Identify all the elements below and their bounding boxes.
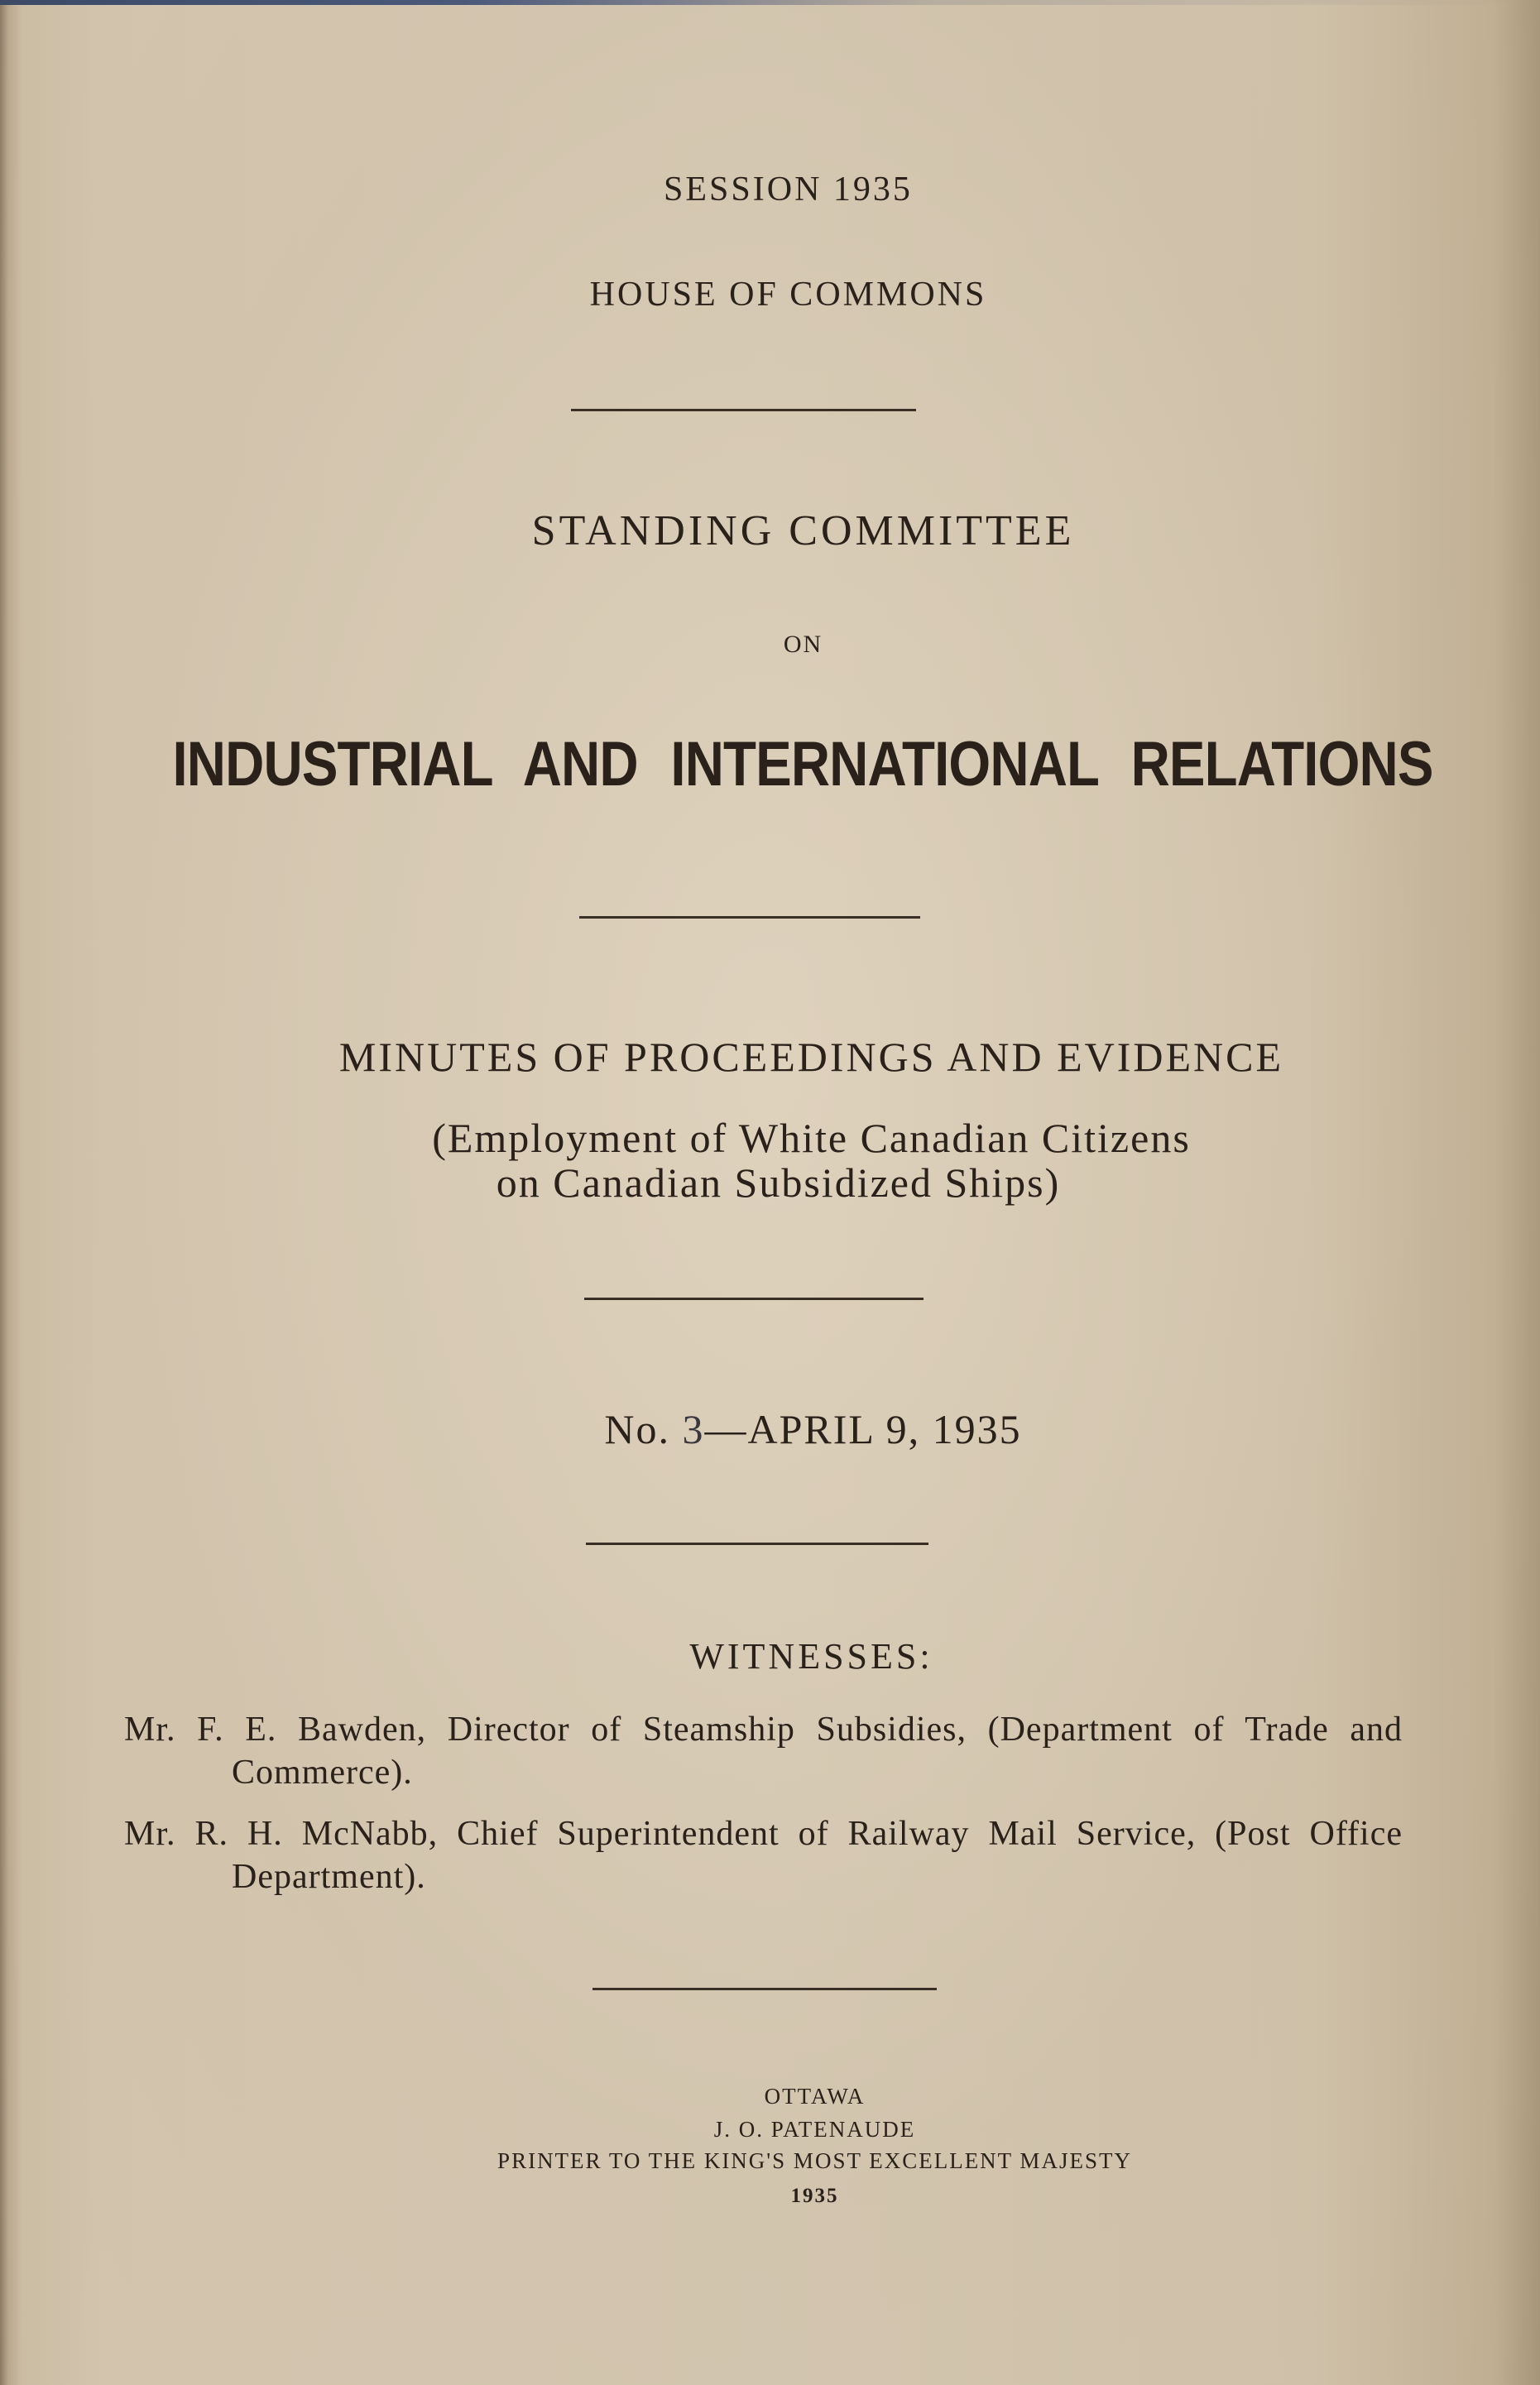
- issue-prefix: No.: [604, 1406, 670, 1452]
- divider-rule: [584, 1298, 924, 1300]
- issue-date: —APRIL 9, 1935: [704, 1406, 1022, 1452]
- witnesses-heading: WITNESSES:: [689, 1636, 933, 1677]
- committee-title: INDUSTRIAL AND INTERNATIONAL RELATIONS: [172, 729, 1433, 799]
- session-heading: SESSION 1935: [664, 170, 913, 209]
- standing-committee-heading: STANDING COMMITTEE: [531, 507, 1075, 554]
- witness-entry: Mr. F. E. Bawden, Director of Steamship Subsidies, (Department of Trade and Commerce).: [124, 1711, 1403, 1792]
- divider-rule: [571, 409, 916, 411]
- imprint-printer-name: J. O. PATENAUDE: [713, 2117, 916, 2142]
- house-heading: HOUSE OF COMMONS: [589, 276, 987, 314]
- subject-line-1: (Employment of White Canadian Citizens: [432, 1115, 1191, 1161]
- subject-line-2: on Canadian Subsidized Ships): [496, 1159, 1061, 1206]
- issue-number-line: [43, 1405, 1540, 1453]
- on-label: ON: [783, 631, 823, 658]
- imprint-printer-title: PRINTER TO THE KING'S MOST EXCELLENT MAJESTY: [497, 2148, 1132, 2173]
- minutes-title: MINUTES OF PROCEEDINGS AND EVIDENCE: [338, 1034, 1284, 1080]
- imprint-year: 1935: [790, 2185, 839, 2207]
- divider-rule: [586, 1543, 928, 1545]
- divider-rule: [579, 916, 920, 919]
- imprint-city: OTTAWA: [764, 2084, 866, 2109]
- witness-entry: Mr. R. H. McNabb, Chief Superintendent of Railway Mail Service, (Post Office Department).: [124, 1815, 1403, 1896]
- divider-rule: [592, 1988, 937, 1990]
- issue-number-stamp: 3: [682, 1406, 705, 1452]
